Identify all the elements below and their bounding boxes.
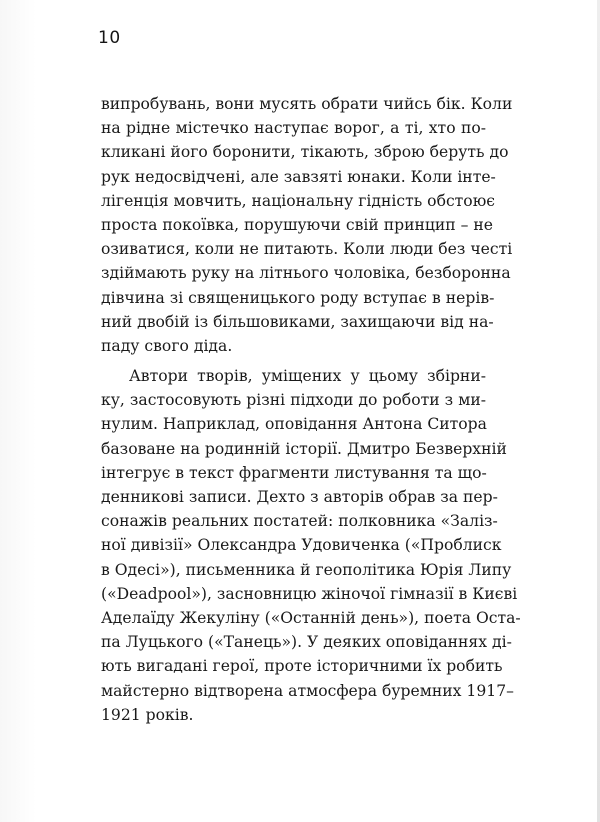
text-line: сонажів реальних постатей: полковника «Заліз- [101,512,498,531]
text-line: («Deadpool»), засновницю жіночої гімназії в Києві [101,584,518,603]
paragraph-2 [101,364,521,727]
text-line: ної дивізії» Олександра Удовиченка («Проблиск [101,536,502,555]
paragraph-1 [101,92,513,358]
text-line: Аделаїду Жекуліну («Останній день»), поета Оста- [101,608,521,627]
text-line: лігенція мовчить, національну гідність обстоює [101,191,496,210]
text-line: денникові записи. Дехто з авторів обрав за пер- [101,488,498,506]
text-line: ний двобій із більшовиками, захищаючи від на- [101,312,494,331]
text-line: базоване на родинній історії. Дмитро Безверхній [101,439,507,458]
text-line: нулим. Наприклад, оповідання Антона Ситора [101,415,487,434]
text-line: паду свого діда. [101,336,233,355]
text-line: в Одесі»), письменника й геополітика Юрія Липу [101,560,512,579]
text-line: майстерно відтворена атмосфера буремних 1917– [101,681,514,700]
text-line: на рідне містечко наступає ворог, а ті, хто по- [101,119,486,138]
text-line: ють вигадані герої, проте історичними їх робить [101,657,503,676]
text-line: дівчина зі священицького роду вступає в нерів- [101,288,495,307]
text-line: здіймають руку на літнього чоловіка, безборонна [101,264,511,283]
text-line: Автори творів, уміщених у цьому збірни- [129,367,486,386]
text-line: кликані його боронити, тікають, зброю беруть до [101,143,509,162]
text-line: 1921 років. [101,705,194,724]
text-line: інтегрує в текст фрагменти листування та що- [101,463,487,482]
body-text [101,92,521,727]
text-line: па Луцького («Танець»). У деяких оповіданнях ді- [101,633,512,652]
text-line: проста покоївка, порушуючи свій принцип – не [101,215,494,234]
text-line: випробувань, вони мусять обрати чийсь бік. Коли [101,95,513,113]
text-line: озиватися, коли не питають. Коли люди без честі [101,240,513,259]
text-line: ку, застосовують різні підходи до роботи з ми- [101,391,486,410]
text-line: рук недосвідчені, але завзяті юнаки. Коли інте- [101,167,496,186]
page-number: 10 [98,28,121,48]
